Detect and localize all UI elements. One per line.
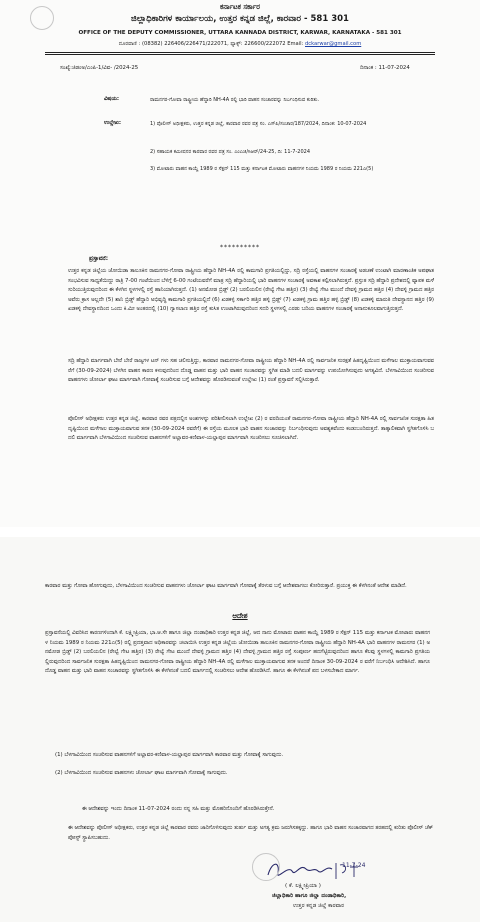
reference-number: ಸಂಖ್ಯೆ:ಜಿಡಂಅ/ಎಂಪಿ-1/ವಿವ- /2024-25	[60, 65, 139, 71]
contact-numbers: ದೂರವಾಣಿ : (08382) 226406/226471/222071, ಫ್ಯಾಕ್ಸ್: 226600/222072 Email:	[118, 41, 304, 47]
subject-text: ರಾಮನಗರ-ಗೋವಾ ರಾಷ್ಟ್ರೀಯ ಹೆದ್ದಾರಿ NH-4A ರಲ್ಲಿ ಭಾರಿ ವಾಹನ ಸಂಚಾರವನ್ನು ನಿರ್ಬಂಧಿಸುವ ಕುರಿತು.	[150, 97, 320, 103]
issued-statement: ಈ ಆದೇಶವನ್ನು ಇಂದು ದಿನಾಂಕ 11-07-2024 ರಂದು ನನ್ನ ಸಹಿ ಮತ್ತು ಮೊಹರಿನೊಂದಿಗೆ ಹೊರಡಿಸಿರುತ್ತೇನೆ.	[82, 806, 275, 812]
official-stamp	[252, 853, 280, 881]
document-date: ದಿನಾಂಕ : 11-07-2024	[360, 65, 410, 71]
reference-item-3: 3) ಮೋಟಾರು ವಾಹನ ಕಾಯ್ದೆ 1989 ರ ಸೆಕ್ಷನ್ 115 ಮತ್ತು ಕರ್ನಾಟಕ ಮೋಟಾರು ವಾಹನಗಳ ನಿಯಮ 1989 ರ ನಿಯಮ 221ಎ(5)	[150, 166, 374, 172]
reference-item-2: 2) ಸಹಾಯಕ ಕಮೀಷನರ ಕಾರವಾರ ರವರ ಪತ್ರ ಸಂ. ಎಂಎಜಿ/ಸಿಆರ್/24-25, ದಿ: 11-7-2024	[150, 149, 311, 155]
signatory-district: ಉತ್ತರ ಕನ್ನಡ ಜಿಲ್ಲೆ ಕಾರವಾರ	[293, 903, 345, 909]
paragraph-2: ಸದ್ರಿ ಹೆದ್ದಾರಿ ಮಾರ್ಗವಾಗಿ ಬೇರೆ ಬೇರೆ ರಾಜ್ಯಗಳ ಟನ್ ಗಳು ಸಹ ಚಲಿಸುತ್ತಿದ್ದು, ಕಾರವಾರ ರಾಮನಗರ-ಗೋವಾ ರಾಷ್ಟ್ರೀಯ ಹೆದ್ದಾರಿ NH-4A ರಲ್ಲಿ ಸಾರ್ವಜನಿಕ ಸುರಕ್ಷತೆ ಹಿತದೃಷ್ಟಿಯಿಂದ ಮಳೆಗಾಲ ಮುಕ್ತಾಯವಾಗುವವರೆಗೆ (30-09-2024) ಬೆಳಗಿನ ವಾಹನ ಕಾರಣ ಕಳುವುದರಿಂದ ದೊಡ್ಡ ವಾಹನ ಮತ್ತು ಭಾರಿ ವಾಹನ ಸಂಚಾರವನ್ನು ಸ್ಥಗಿತ ಮಾಡಿ ಬದಲಿ ಮಾರ್ಗವನ್ನು ಉಪಯೋಗಿಸುವುದು ಅಗತ್ಯವಿದೆ. ಬೆಳಗಾವಿಯಿಂದ ಸಂಚರಿಸುವ ವಾಹನಗಳು ಚೋರ್ಲಾ ಘಾಟ ಮಾರ್ಗವಾಗಿ ಗೋವಾಕ್ಕೆ ಸಂಚರಿಸುವ ಬಗ್ಗೆ ಆದೇಶವನ್ನು ಹೊರಡಿಸುವಂತೆ ಉಲ್ಲೇಖ (1) ರಂತೆ ಪ್ರಸ್ತಾವನೆ ಸಲ್ಲಿಸಿರುತ್ತಾರೆ.	[68, 358, 434, 384]
gov-title: ಕರ್ನಾಟಕ ಸರ್ಕಾರ	[220, 3, 260, 11]
page-gap	[0, 527, 480, 537]
signature-date: 11-7-24	[342, 862, 366, 869]
subject-label: ವಿಷಯ:	[104, 96, 120, 102]
office-title-kannada: ಜಿಲ್ಲಾಧಿಕಾರಿಗಳ ಕಾರ್ಯಾಲಯ, ಉತ್ತರ ಕನ್ನಡ ಜಿಲ್ಲೆ, ಕಾರವಾರ - 581 301	[131, 14, 349, 24]
signatory-name: ( ಕೆ. ಲಕ್ಷ್ಮೀಪ್ರಿಯಾ )	[285, 883, 321, 889]
direction-paragraph: ಈ ಆದೇಶವನ್ನು ಪೊಲೀಸ್ ಅಧೀಕ್ಷಕರು, ಉತ್ತರ ಕನ್ನಡ ಜಿಲ್ಲೆ ಕಾರವಾರ ರವರು ಜಾರಿಗೊಳಿಸುವುದು ತುರ್ತು ಮತ್ತು ಅಗತ್ಯ ಕ್ರಮ ಜರುಗಿಸತಕ್ಕದ್ದು. ಹಾಗೂ ಭಾರಿ ವಾಹನ ಸಂಚಾರವಾಗದ ತರಹದಲ್ಲಿ ಕುರಿತು ಪೊಲೀಸ್ ಚೆಕ್ ಪೋಸ್ಟ್ ಸ್ಥಾಪಿಸಬಹುದು.	[68, 825, 433, 841]
order-heading: ಆದೇಶ	[232, 612, 248, 620]
paragraph-1: ಉತ್ತರ ಕನ್ನಡ ಜಿಲ್ಲೆಯ ಜೋಯಿಡಾ ತಾಲೂಕಿನ ರಾಮನಗರ-ಗೋವಾ ರಾಷ್ಟ್ರೀಯ ಹೆದ್ದಾರಿ NH-4A ರಲ್ಲಿ ಕಾಮಗಾರಿ ಪ್ರಗತಿಯಲ್ಲಿದ್ದು, ಸದ್ರಿ ರಸ್ತೆಯಲ್ಲಿ ವಾಹನಗಳ ಸಂಚಾರಕ್ಕೆ ಅಡಚಣೆ ಉಂಟಾಗಿ ಮಾರಣಾಂತಿಕ ಅಪಘಾತ ಸಂಭವಿಸುವ ಸಾಧ್ಯತೆಯಿದ್ದು ರಾತ್ರಿ 7-00 ಗಂಟೆಯಿಂದ ಬೆಳಿಗ್ಗೆ 6-00 ಗಂಟೆಯವರೆಗೆ ಮಾತ್ರ ಸದ್ರಿ ಹೆದ್ದಾರಿಯಲ್ಲಿ ಭಾರಿ ವಾಹನಗಳ ಸಂಚಾರಕ್ಕೆ ಅವಕಾಶ ಕಲ್ಪಿಸಲಾಗಿರುತ್ತದೆ. ಪ್ರಸ್ತುತ ಸದ್ರಿ ಹೆದ್ದಾರಿ ಪ್ರದೇಶದಲ್ಲಿ ವ್ಯಾಪಕ ಮಳೆ ಸುರಿಯುತ್ತಿರುವುದರಿಂದ ಈ ಕೆಳಗಿನ ಸ್ಥಳಗಳಲ್ಲಿ ರಸ್ತೆ ಹಾನಿಯಾಗಿರುತ್ತದೆ. (1) ಅನಮೋಡ ಬ್ರಿಡ್ಜ್ (2) ಬರಲಿಯಲಿನ (ರೇಲ್ವೆ ಗೇಟ ಹತ್ತಿರ) (3) ರೇಲ್ವೆ ಗೇಟ ಮುಂದೆ ದೇವಳ್ಳಿ ಗ್ರಾಮದ ಹತ್ತಿರ (4) ದೇವಳ್ಳಿ ಗ್ರಾಮದ ಹತ್ತಿರ ಅವೆರು ಕ್ರಾಸ ಅಲ್ಲದೇ (5) ಶಾನಿ ಬ್ರಿಡ್ಜ್ ಹೆದ್ದಾರಿ ಅಭಿವೃದ್ಧಿ ಕಾಮಗಾರಿ ಪ್ರಗತಿಯಲ್ಲಿದೆ (6) ಖಡಕಳ್ಳಿ ಸರ್ಕಾರಿ ಹತ್ತಿರ ಹಳ್ಳಿ ಬ್ರಿಡ್ಜ್ (7) ಖಡಕಳ್ಳಿ ಗ್ರಾಮ ಹತ್ತಿರ ಹಳ್ಳಿ ಬ್ರಿಡ್ಜ್ (8) ಖಡಕಳ್ಳಿ ಮಾರುತಿ ದೇವಸ್ಥಾನದ ಹತ್ತಿರ (9) ಖಡಕಳ್ಳಿ ದೇವಸ್ಥಾನದಿಂದ ಒಂದು ಕಿ.ಮೀ ಅಂತರದಲ್ಲಿ (10) ಗ್ಯಾಸಲಾಣ ಹತ್ತಿರ ರಸ್ತೆ ಕುಸಿತ ಉಂಟಾಗಿರುವುದರಿಂದ ಸದರಿ ಸ್ಥಳಗಳಲ್ಲಿ ಎರಡು ಬದಿಯ ವಾಹನಗಳ ಸಂಚಾರಕ್ಕೆ ಅನಾನುಕೂಲವಾಗುತ್ತಿರುತ್ತದೆ.	[68, 268, 434, 313]
header-rule-top	[45, 52, 435, 53]
order-body: ಪ್ರಸ್ತಾವನೆಯಲ್ಲಿ ವಿವರಿಸಿದ ಕಾರಣಗಳಿಂದಾಗಿ ಕೆ. ಲಕ್ಷ್ಮೀಪ್ರಿಯಾ, ಭಾ.ಆ.ಸೇ ಹಾಗೂ ಜಿಲ್ಲಾ ದಂಡಾಧಿಕಾರಿ ಉತ್ತರ ಕನ್ನಡ ಜಿಲ್ಲೆ, ಆದ ನಾನು ಮೋಟಾರು ವಾಹನ ಕಾಯ್ದೆ 1989 ರ ಸೆಕ್ಷನ್ 115 ಮತ್ತು ಕರ್ನಾಟಕ ಮೋಟಾರು ವಾಹನಗಳ ನಿಯಮ 1989 ರ ನಿಯಮ 221ಎ(5) ರಲ್ಲಿ ಪ್ರದತ್ತವಾದ ಅಧಿಕಾರವನ್ನು ಚಲಾಯಿಸಿ ಉತ್ತರ ಕನ್ನಡ ಜಿಲ್ಲೆಯ ಜೋಯಿಡಾ ತಾಲೂಕಿನ ರಾಮನಗರ-ಗೋವಾ ರಾಷ್ಟ್ರೀಯ ಹೆದ್ದಾರಿ NH-4A ಭಾರಿ ವಾಹನಗಳ ರಾಮನಗರ (1) ಅನಮೋಡ ಬ್ರಿಡ್ಜ್ (2) ಬರಲಿಯಲಿನ (ರೇಲ್ವೆ ಗೇಟ ಹತ್ತಿರ) (3) ರೇಲ್ವೆ ಗೇಟ ಮುಂದೆ ದೇವಳ್ಳಿ ಗ್ರಾಮದ ಹತ್ತಿರ (4) ದೇವಳ್ಳಿ ಗ್ರಾಮದ ಹತ್ತಿರ ರಸ್ತೆ ಸಂಪೂರ್ಣ ಹದಗೆಟ್ಟಿರುವುದರಿಂದ ಹಾಗೂ ಕೆಲವು ಸ್ಥಳಗಳಲ್ಲಿ ಕಾಮಗಾರಿ ಪ್ರಗತಿಯಲ್ಲಿರುವುದರಿಂದ ಸಾರ್ವಜನಿಕ ಸುರಕ್ಷತಾ ಹಿತದೃಷ್ಟಿಯಿಂದ ರಾಮನಗರ-ಗೋವಾ ರಾಷ್ಟ್ರೀಯ ಹೆದ್ದಾರಿ NH-4A ರಲ್ಲಿ ಮಳೆಗಾಲ ಮುಕ್ತಾಯವಾಗುವ ತನಕ ಅಂದರೆ ದಿನಾಂಕ 30-09-2024 ರ ವರೆಗೆ ನಿರ್ಬಂಧಿಸಿ ಆದೇಶಿಸಿದೆ. ಹಾಗೂ ದೊಡ್ಡ ವಾಹನ ಮತ್ತು ಭಾರಿ ವಾಹನ ಸಂಚಾರವನ್ನು ಸ್ಥಗಿತಗೊಳಿಸಿ ಈ ಕೆಳಗಿನಂತೆ ಬದಲಿ ಮಾರ್ಗದಲ್ಲಿ ಸಂಚರಿಸಲು ಆದೇಶ ಹೊರಡಿಸಿದೆ. ಹಾಗೂ ಈ ಕೆಳಗಿನಂತೆ ಪದ ಬಳಸಬೇಕಾದ ಮಾರ್ಗ.	[45, 630, 430, 675]
contact-line	[0, 41, 480, 48]
reference-item-1: 1) ಪೊಲೀಸ್ ಅಧೀಕ್ಷಕರು, ಉತ್ತರ ಕನ್ನಡ ಜಿಲ್ಲೆ, ಕಾರವಾರ ರವರ ಪತ್ರ ಸಂ. ಎಸ್‌ಪಿ/ಸಂಚಾರ/187/2024, ದಿನಾಂಕ: 10-07-2024	[150, 121, 367, 127]
route-item-2: (2) ಬೆಳಗಾವಿಯಿಂದ ಸಂಚರಿಸುವ ವಾಹನಗಳು ಚೋರ್ಲಾ ಘಾಟ ಮಾರ್ಗವಾಗಿ ಗೋವಾಕ್ಕೆ ಸಾಗುವುದು.	[55, 770, 228, 776]
preamble-heading: ಪ್ರಸ್ತಾವನೆ:	[89, 256, 109, 262]
paragraph-3: ಪೊಲೀಸ್ ಅಧೀಕ್ಷಕರು ಉತ್ತರ ಕನ್ನಡ ಜಿಲ್ಲೆ, ಕಾರವಾರ ರವರ ಪತ್ರದಲ್ಲಿನ ಅಂಶಗಳನ್ನು ಪರಿಶೀಲಿಸಲಾಗಿ ಉಲ್ಲೇಖ (2) ರ ವರದಿಯಂತೆ ರಾಮನಗರ-ಗೋವಾ ರಾಷ್ಟ್ರೀಯ ಹೆದ್ದಾರಿ NH-4A ರಲ್ಲಿ ಸಾರ್ವಜನಿಕ ಸುರಕ್ಷತಾ ಹಿತದೃಷ್ಟಿಯಿಂದ ಮಳೆಗಾಲ ಮುಕ್ತಾಯವಾಗುವ ತನಕ (30-09-2024 ರವರೆಗೆ) ಈ ರಸ್ತೆಯ ಮೂಲಕ ಭಾರಿ ವಾಹನ ಸಂಚಾರವನ್ನು ನಿರ್ಬಂಧಿಸುವುದು ಅವಶ್ಯಕವೆಂದು ಕಂಡುಬಂದಿರುತ್ತದೆ. ತಾತ್ಕಾಲಿಕವಾಗಿ ಸ್ಥಗಿತಗೊಳಿಸಿ ಬದಲಿ ಮಾರ್ಗವಾಗಿ ಬೆಳಗಾವಿಯಿಂದ ಸಂಚರಿಸುವ ವಾಹನಗಳಿಗೆ ಅಲ್ಲಾವರ-ಕಣಿವಾಳ-ಯಲ್ಲಾಪುರ ಮಾರ್ಗವಾಗಿ ಸಂಚರಿಸಲು ಸೂಚಿಸಲಾಗಿದೆ.	[68, 416, 434, 442]
separator-stars: **********	[220, 244, 260, 251]
continued-paragraph: ಕಾರವಾರ ಮತ್ತು ಗೋವಾ ಹೋಗುವುದು, ಬೆಳಗಾವಿಯಿಂದ ಸಂಚರಿಸುವ ವಾಹನಗಳು ಚೋರ್ಲಾ ಘಾಟ ಮಾರ್ಗವಾಗಿ ಗೋವಾಕ್ಕೆ ತೆರಳುವ ಬಗ್ಗೆ ಆದೇಶವಾಗಲು ಕೋರಿರುತ್ತಾರೆ. ಪ್ರಯುಕ್ತ ಈ ಕೆಳಗಿನಂತೆ ಆದೇಶ ಮಾಡಿದೆ.	[45, 583, 407, 589]
office-title-english: OFFICE OF THE DEPUTY COMMISSIONER, UTTARA KANNADA DISTRICT, KARWAR, KARNATAKA - 581 301	[78, 30, 402, 36]
signatory-designation: ಜಿಲ್ಲಾಧಿಕಾರಿ ಹಾಗೂ ಜಿಲ್ಲಾ ದಂಡಾಧಿಕಾರಿ,	[272, 893, 347, 899]
email-link[interactable]: dckarwar@gmail.com	[305, 41, 362, 47]
header-rule-bottom	[45, 54, 435, 55]
route-item-1: (1) ಬೆಳಗಾವಿಯಿಂದ ಸಂಚರಿಸುವ ವಾಹನಗಳಿಗೆ ಅಲ್ಲಾವರ-ಕಣಿವಾಳ-ಯಲ್ಲಾಪುರ ಮಾರ್ಗವಾಗಿ ಕಾರವಾರ ಮತ್ತು ಗೋವಾಕ್ಕೆ ಸಾಗುವುದು.	[55, 752, 284, 758]
references-label: ಉಲ್ಲೇಖ:	[104, 120, 121, 126]
document-page-2	[0, 537, 480, 922]
